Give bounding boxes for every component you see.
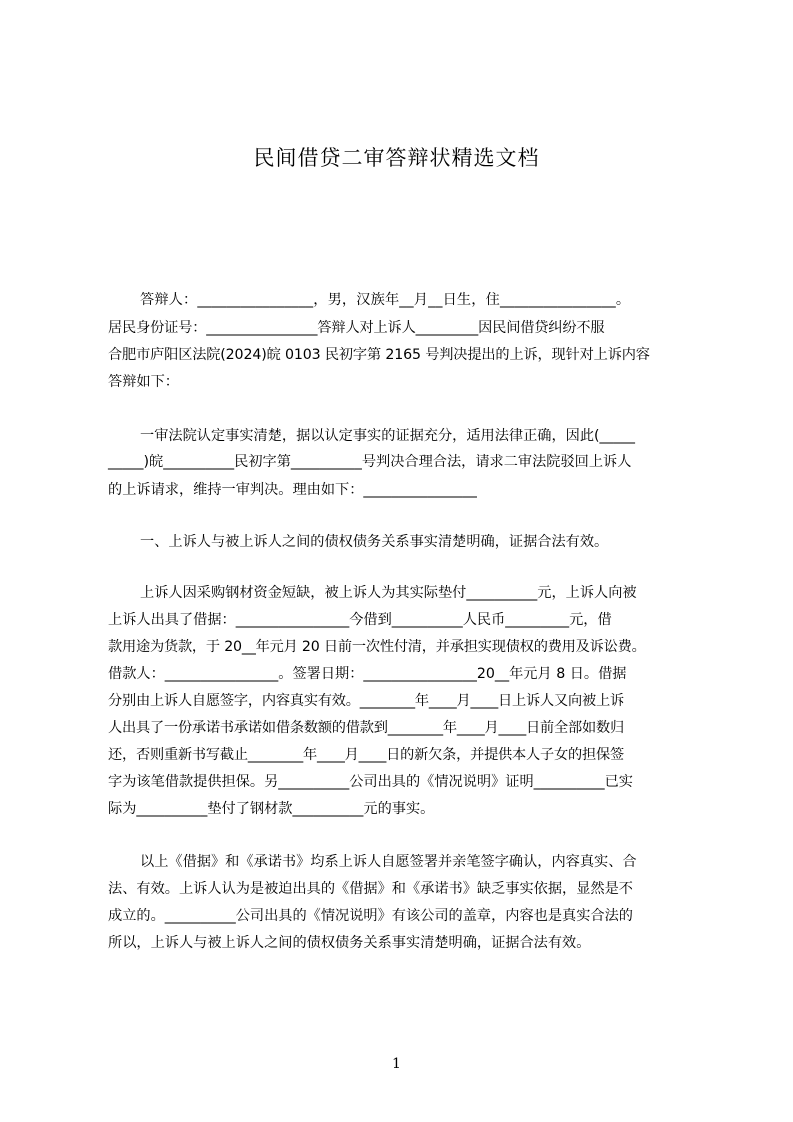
paragraph-line: 款用途为货款，于 20__年元月 20 日前一次性付清，并承担实现债权的费用及诉讼费。: [108, 639, 646, 655]
paragraph-line: 居民身份证号：________________答辩人对上诉人_________因民间借贷纠纷不服: [108, 320, 605, 336]
paragraph-line: 以上《借据》和《承诺书》均系上诉人自愿签署并亲笔签字确认，内容真实、合: [140, 854, 637, 870]
paragraph-line: 还，否则重新书写截止________年____月____日的新欠条，并提供本人子女的担保签: [108, 747, 624, 763]
paragraph-line: 上诉人出具了借据：________________今借到__________人民币_________元，借: [108, 612, 612, 628]
paragraph-line: _____)皖__________民初字第__________号判决合理合法，请求二审法院驳回上诉人: [108, 454, 632, 470]
document-title: 民间借贷二审答辩状精选文档: [253, 146, 540, 170]
paragraph-line: 的上诉请求，维持一审判决。理由如下：________________: [108, 482, 477, 498]
paragraph-line: 法、有效。上诉人认为是被迫出具的《借据》和《承诺书》缺乏事实依据，显然是不: [108, 881, 633, 897]
section-heading: 一、上诉人与被上诉人之间的债权债务关系事实清楚明确，证据合法有效。: [140, 534, 609, 550]
paragraph-line: 人出具了一份承诺书承诺如借条数额的借款到________年____月____日前全部如数归: [108, 720, 624, 736]
paragraph-line: 一审法院认定事实清楚，据以认定事实的证据充分，适用法律正确，因此(_____: [140, 428, 636, 444]
paragraph-line: 所以，上诉人与被上诉人之间的债权债务关系事实清楚明确，证据合法有效。: [108, 935, 591, 951]
paragraph-line: 分别由上诉人自愿签字，内容真实有效。________年____月____日上诉人又向被上诉: [108, 693, 624, 709]
paragraph-line: 上诉人因采购钢材资金短缺，被上诉人为其实际垫付__________元，上诉人向被: [140, 585, 637, 601]
paragraph-line: 答辩人：________________，男，汉族年__月__日生，住________________。: [140, 292, 631, 308]
page-number: 1: [392, 1056, 401, 1072]
paragraph-line: 答辩如下：: [108, 374, 179, 390]
paragraph-line: 字为该笔借款提供担保。另__________公司出具的《情况说明》证明__________已实: [108, 774, 633, 790]
paragraph-line: 际为__________垫付了钢材款__________元的事实。: [108, 801, 435, 817]
paragraph-line: 合肥市庐阳区法院(2024)皖 0103 民初字第 2165 号判决提出的上诉，现针对上诉内容: [108, 347, 650, 363]
paragraph-line: 借款人：________________。签署日期：________________20__年元月 8 日。借据: [108, 666, 627, 682]
paragraph-line: 成立的。__________公司出具的《情况说明》有该公司的盖章，内容也是真实合法的: [108, 908, 633, 924]
